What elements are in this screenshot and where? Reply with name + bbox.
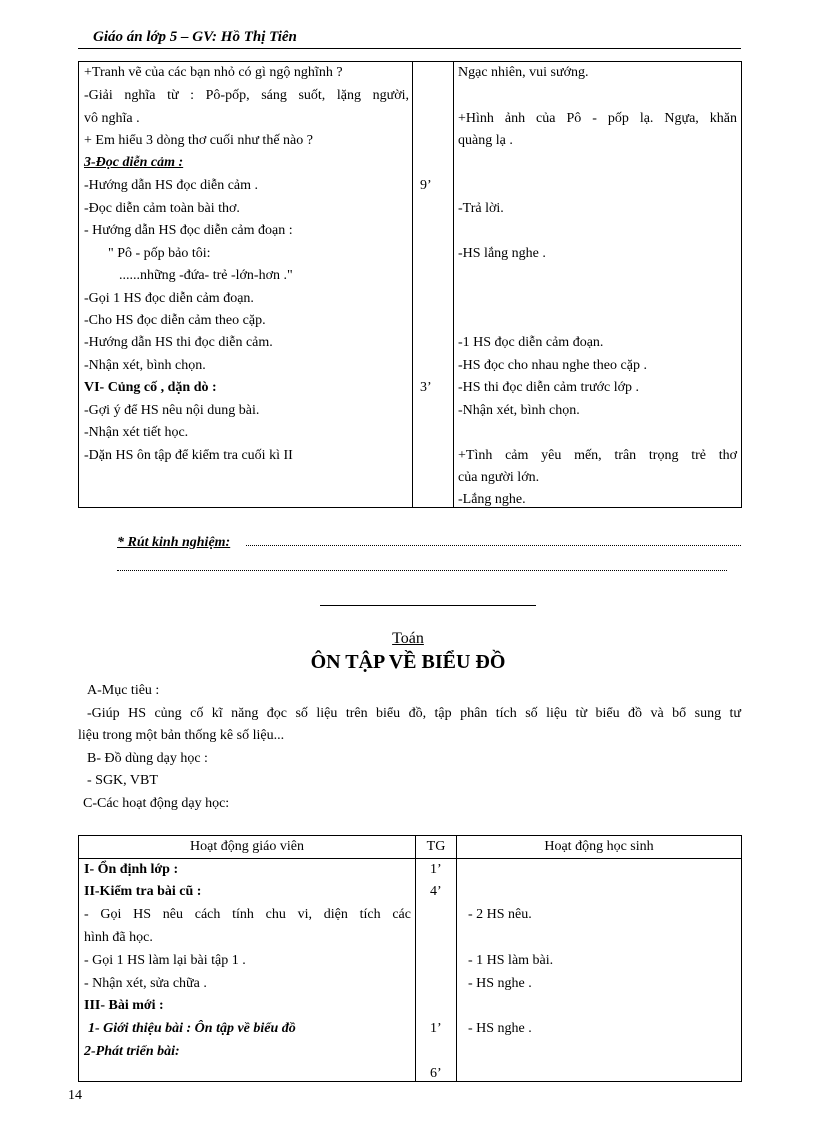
time-value: 3’ <box>420 380 432 395</box>
header-rule <box>78 48 741 49</box>
page-header: Giáo án lớp 5 – GV: Hồ Thị Tiên <box>93 29 297 45</box>
poem-quote: ......những -đứa- trẻ -lớn-hơn ." <box>119 268 293 283</box>
lesson-title: ÔN TẬP VỀ BIỂU ĐỒ <box>310 651 506 673</box>
activities-heading: C-Các hoạt động dạy học: <box>83 796 230 811</box>
teacher-line: -Nhận xét tiết học. <box>84 425 189 440</box>
dotted-line <box>246 545 741 546</box>
objectives-text: -Giúp HS củng cố kĩ năng đọc số liệu trên biểu đồ, tập phân tích số liệu từ biểu đồ và bổ sung tư <box>87 706 741 721</box>
subject-title: Toán <box>392 630 424 647</box>
teacher-line: -Giải nghĩa từ : Pô-pốp, sáng suốt, lặng người, <box>84 88 409 103</box>
student-line: -Lắng nghe. <box>458 492 526 507</box>
student-line: -HS lắng nghe . <box>458 246 546 261</box>
objectives-heading: A-Mục tiêu : <box>87 683 160 698</box>
teacher-line: - Gọi HS nêu cách tính chu vi, diện tích các <box>84 907 411 922</box>
teacher-column <box>79 62 413 508</box>
materials-heading: B- Đồ dùng dạy học : <box>87 751 208 766</box>
header-time: TG <box>416 836 457 859</box>
student-line: -Trả lời. <box>458 201 504 216</box>
time-value: 6’ <box>430 1066 442 1081</box>
student-line: Ngạc nhiên, vui sướng. <box>458 65 589 80</box>
teacher-line: -Nhận xét, bình chọn. <box>84 358 206 373</box>
section-heading: I- Ổn định lớp : <box>84 862 179 877</box>
teacher-line: -Hướng dẫn HS thi đọc diễn cảm. <box>84 335 273 350</box>
teacher-line: -Gọi 1 HS đọc diễn cảm đoạn. <box>84 291 254 306</box>
student-line: của người lớn. <box>458 470 540 485</box>
teacher-line: - Hướng dẫn HS đọc diễn cảm đoạn : <box>84 223 293 238</box>
teacher-line: -Gợi ý để HS nêu nội dung bài. <box>84 403 260 418</box>
section-heading: III- Bài mới : <box>84 998 164 1013</box>
student-line: -HS đọc cho nhau nghe theo cặp . <box>458 358 647 373</box>
teacher-line: -Cho HS đọc diễn cảm theo cặp. <box>84 313 266 328</box>
student-line: - HS nghe . <box>468 1021 532 1036</box>
dotted-line <box>117 570 727 571</box>
header-student: Hoạt động học sinh <box>457 836 742 859</box>
teacher-line: +Tranh vẽ của các bạn nhỏ có gì ngộ nghĩnh ? <box>84 65 343 80</box>
materials-text: - SGK, VBT <box>87 773 158 788</box>
time-value: 1’ <box>430 1021 442 1036</box>
student-column <box>454 62 742 508</box>
student-line: - HS nghe . <box>468 976 532 991</box>
teacher-line: -Hướng dẫn HS đọc diễn cảm . <box>84 178 259 193</box>
teacher-line: - Gọi 1 HS làm lại bài tập 1 . <box>84 953 246 968</box>
activity-table-2 <box>78 835 742 1082</box>
poem-quote: " Pô - pốp bảo tôi: <box>108 246 211 261</box>
student-line: quàng lạ . <box>458 133 513 148</box>
student-line: +Tình cảm yêu mến, trân trọng trẻ thơ <box>458 448 737 463</box>
student-line: -Nhận xét, bình chọn. <box>458 403 580 418</box>
teacher-line: + Em hiểu 3 dòng thơ cuối như thế nào ? <box>84 133 313 148</box>
section-separator <box>320 605 536 606</box>
teacher-line: vô nghĩa . <box>84 111 140 126</box>
section-heading: VI- Củng cố , dặn dò : <box>84 380 217 395</box>
teacher-line: - Nhận xét, sửa chữa . <box>84 976 207 991</box>
time-value: 4’ <box>430 884 442 899</box>
objectives-text: liệu trong một bản thống kê số liệu... <box>78 728 285 743</box>
time-column <box>416 859 457 1082</box>
teacher-line: -Dặn HS ôn tập để kiểm tra cuối kì II <box>84 448 293 463</box>
teacher-line: hình đã học. <box>84 930 153 945</box>
student-line: +Hình ảnh của Pô - pốp lạ. Ngựa, khăn <box>458 111 737 126</box>
time-value: 1’ <box>430 862 442 877</box>
student-line: - 1 HS làm bài. <box>468 953 554 968</box>
teacher-column <box>79 859 416 1082</box>
page-number: 14 <box>68 1088 82 1103</box>
intro-line: 1- Giới thiệu bài : Ôn tập về biểu đồ <box>88 1021 296 1036</box>
experience-label: * Rút kinh nghiệm: <box>117 535 231 550</box>
time-value: 9’ <box>420 178 432 193</box>
student-line: -1 HS đọc diễn cảm đoạn. <box>458 335 604 350</box>
section-heading: II-Kiểm tra bài cũ : <box>84 884 202 899</box>
section-heading: 2-Phát triển bài: <box>84 1044 180 1059</box>
section-heading: 3-Đọc diễn cảm : <box>84 155 184 170</box>
teacher-line: -Đọc diễn cảm toàn bài thơ. <box>84 201 240 216</box>
time-column <box>413 62 454 508</box>
student-column <box>457 859 742 1082</box>
header-teacher: Hoạt động giáo viên <box>79 836 416 859</box>
student-line: - 2 HS nêu. <box>468 907 532 922</box>
activity-table-1 <box>78 61 742 508</box>
student-line: -HS thi đọc diễn cảm trước lớp . <box>458 380 640 395</box>
